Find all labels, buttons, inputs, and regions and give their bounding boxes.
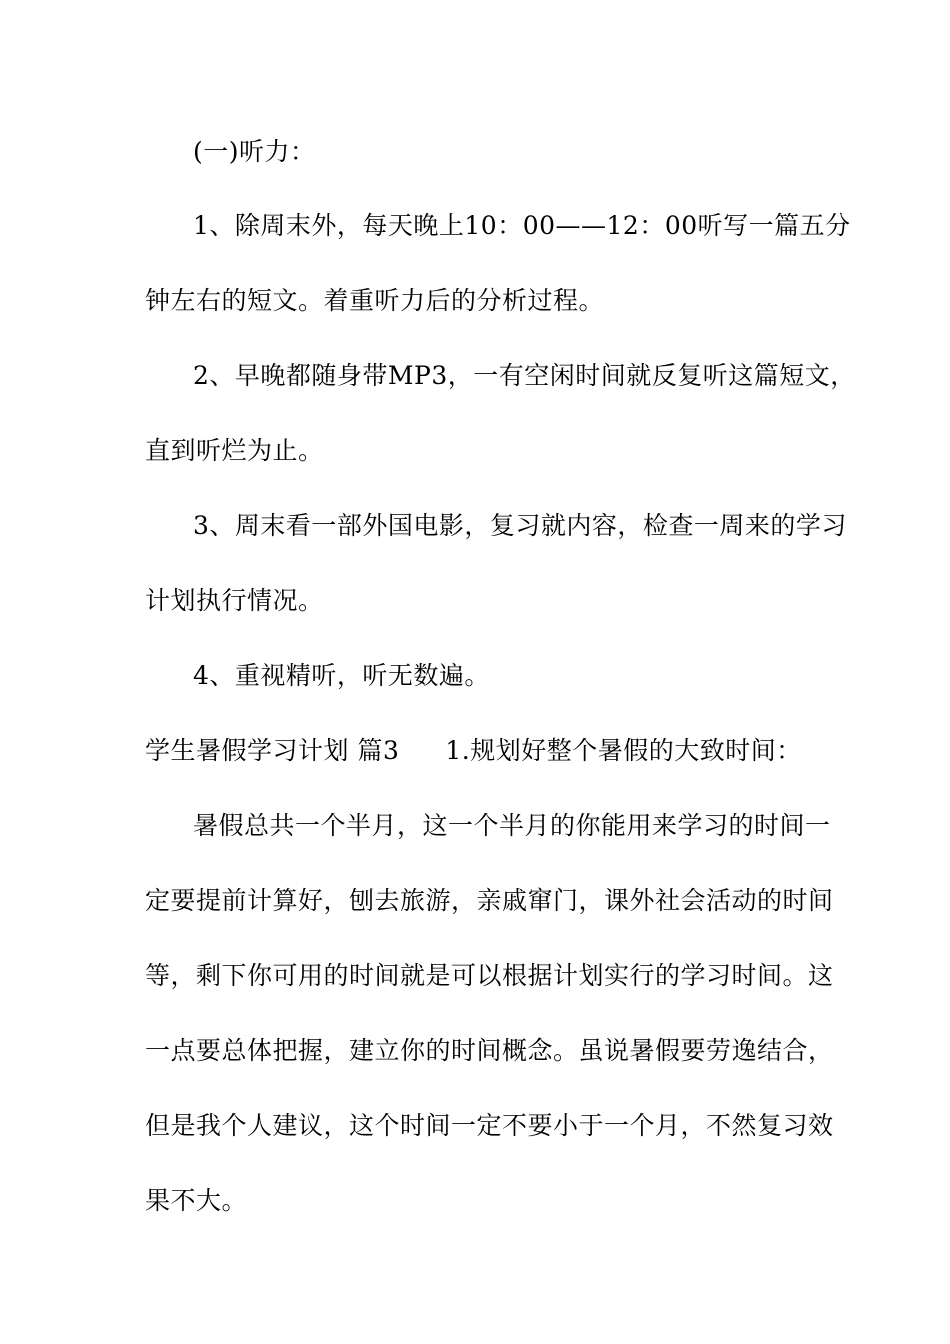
plan3-paragraph-line-5: 但是我个人建议，这个时间一定不要小于一个月，不然复习效 (145, 1111, 834, 1140)
plan3-point-1-title: 1.规划好整个暑假的大致时间： (445, 736, 802, 765)
listening-item-3-line-2: 计划执行情况。 (145, 586, 324, 615)
listening-item-1-line-2: 钟左右的短文。着重听力后的分析过程。 (145, 286, 605, 315)
plan3-title: 学生暑假学习计划 篇3 (145, 736, 400, 765)
plan3-paragraph-line-1: 暑假总共一个半月，这一个半月的你能用来学习的时间一 (193, 811, 831, 840)
plan3-heading-row (145, 734, 825, 768)
listening-item-3-line-1: 3、周末看一部外国电影，复习就内容，检查一周来的学习 (193, 511, 847, 540)
plan3-paragraph-line-6: 果不大。 (145, 1186, 248, 1215)
plan3-paragraph-line-2: 定要提前计算好，刨去旅游，亲戚窜门，课外社会活动的时间 (145, 886, 834, 915)
listening-heading: (一)听力： (193, 137, 316, 166)
listening-item-1-line-1: 1、除周末外，每天晚上10：00——12：00听写一篇五分 (193, 211, 851, 240)
listening-item-2-line-2: 直到听烂为止。 (145, 436, 324, 465)
plan3-paragraph-line-4: 一点要总体把握，建立你的时间概念。虽说暑假要劳逸结合， (145, 1036, 834, 1065)
listening-item-2-line-1: 2、早晚都随身带MP3，一有空闲时间就反复听这篇短文， (193, 361, 856, 390)
plan3-paragraph-line-3: 等，剩下你可用的时间就是可以根据计划实行的学习时间。这 (145, 961, 834, 990)
listening-item-4-line-1: 4、重视精听，听无数遍。 (193, 661, 490, 690)
